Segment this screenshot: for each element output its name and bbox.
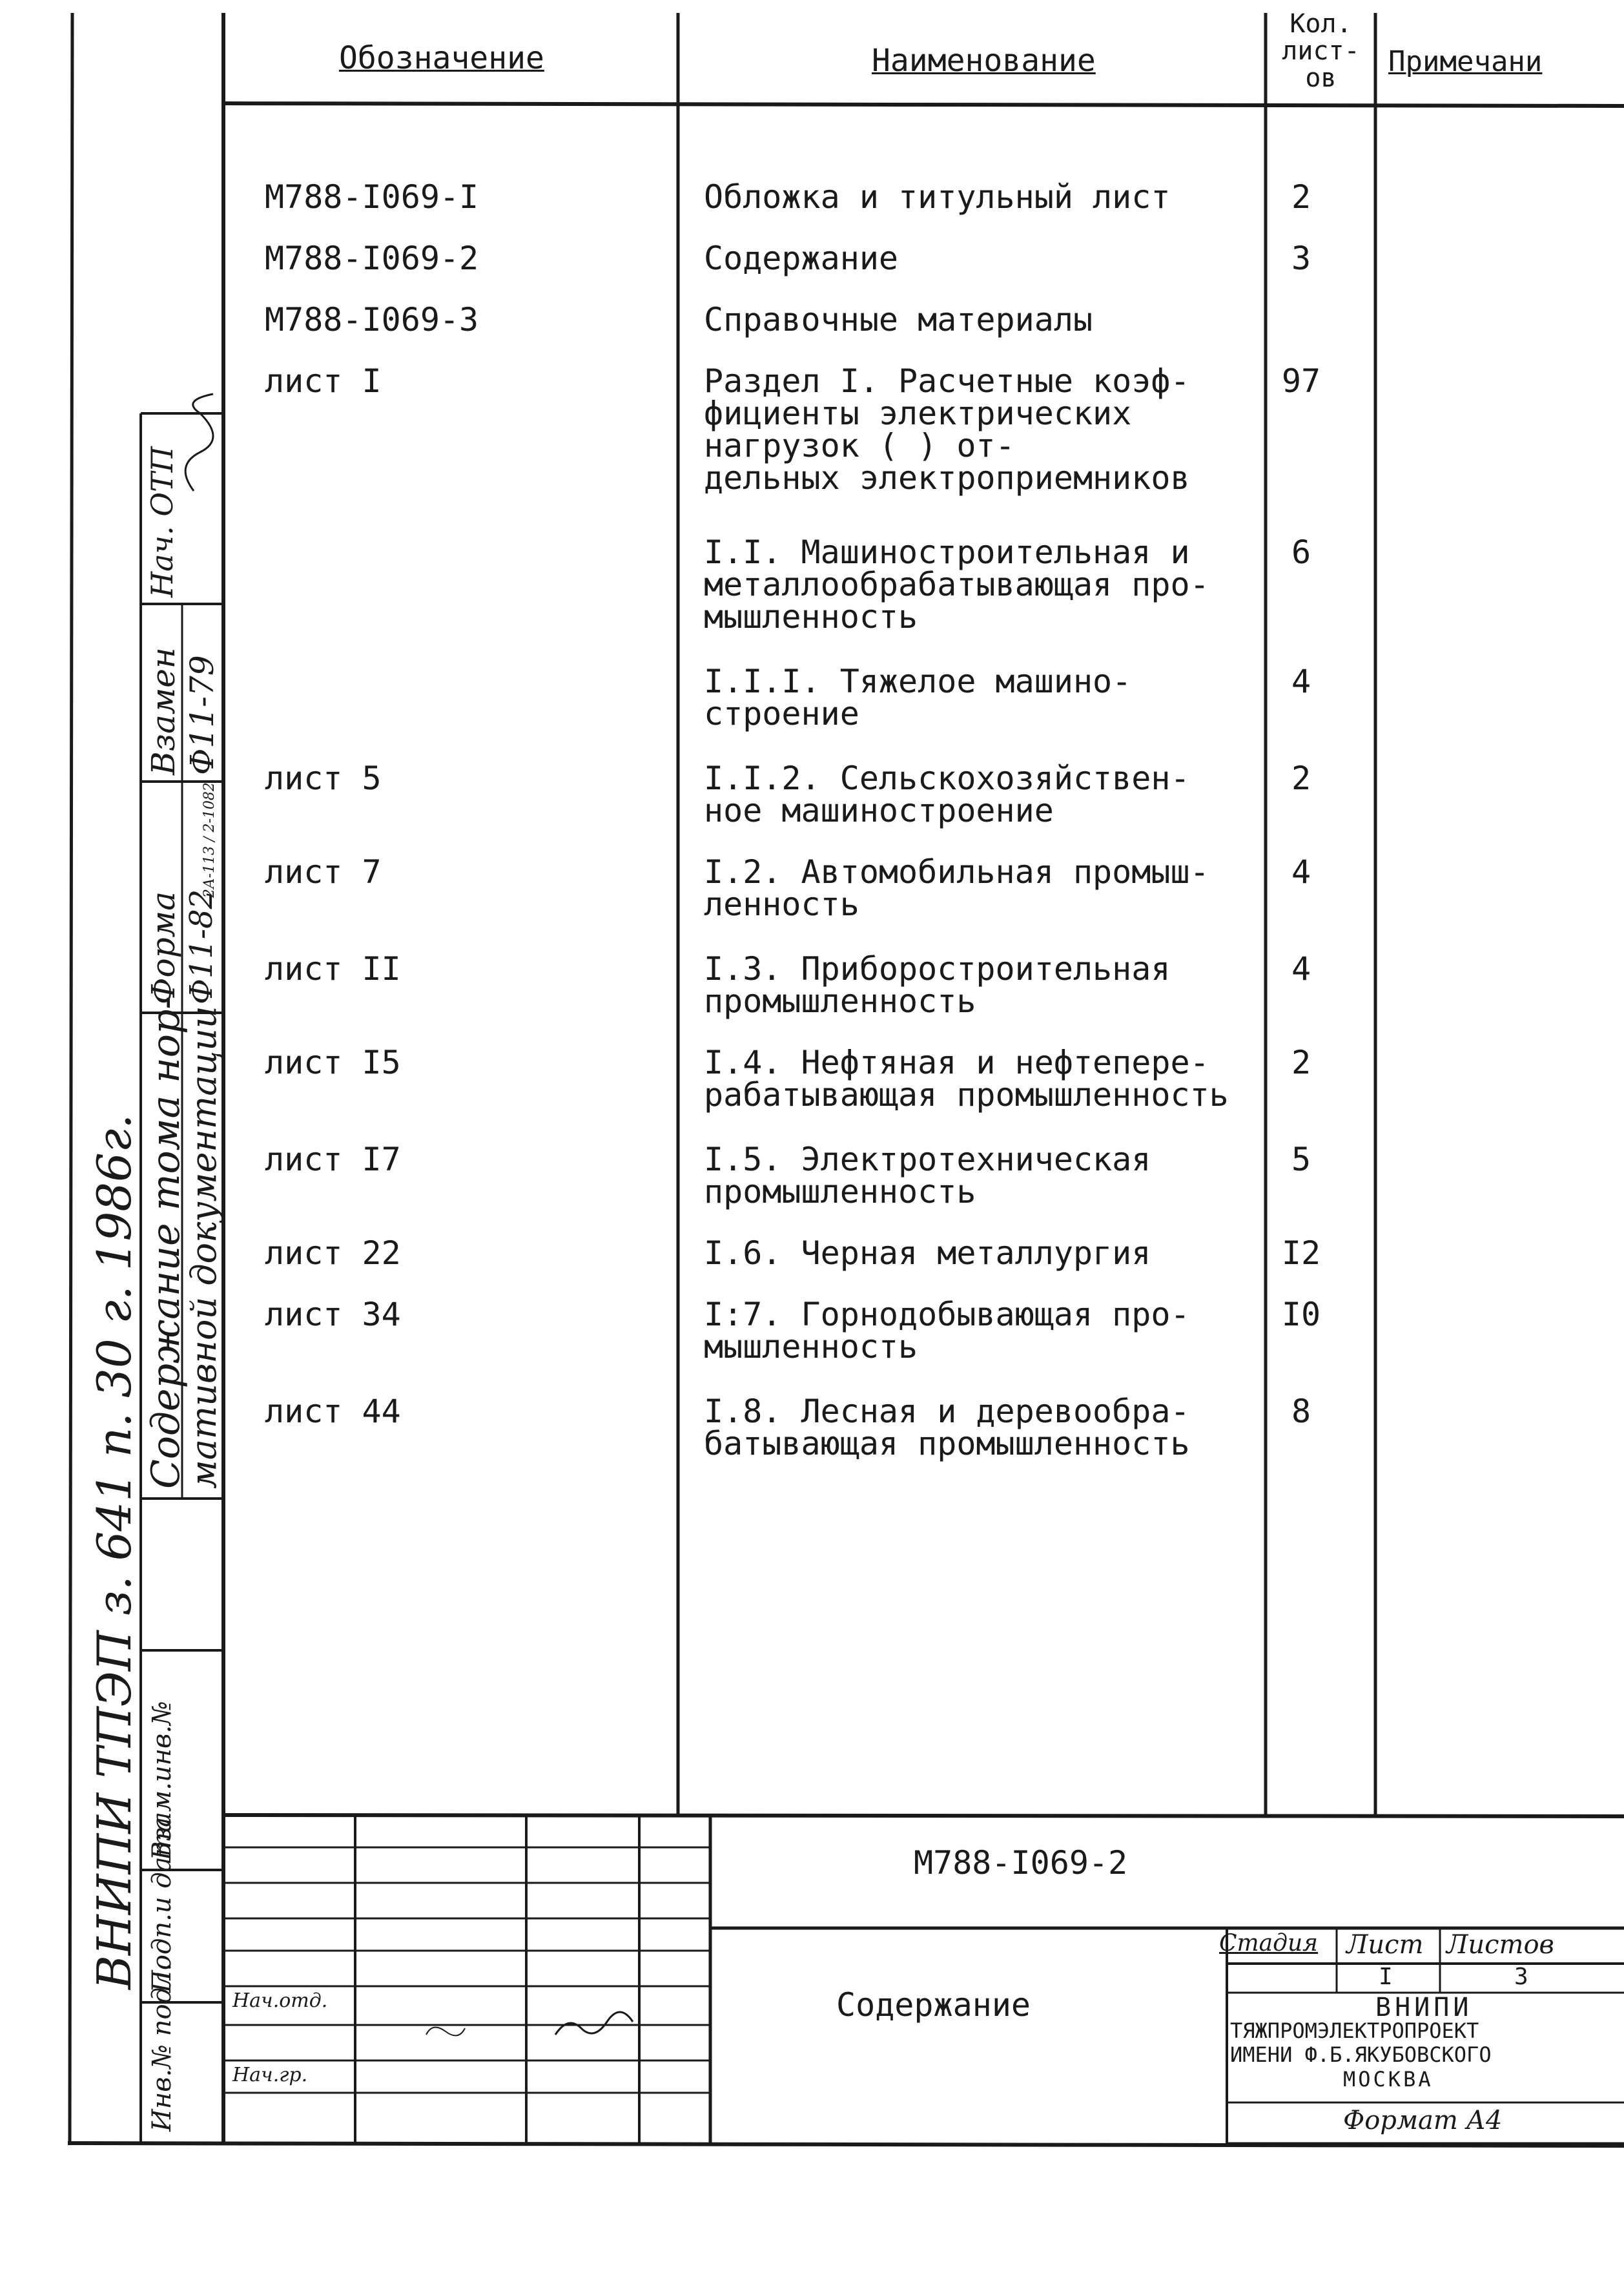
stage-label: Стадия (1219, 1930, 1318, 1956)
row-sheets: 2 (1291, 178, 1311, 216)
row-sheets: 6 (1291, 534, 1311, 571)
label-vzamen-value: Ф11-79 (183, 655, 221, 775)
row-sheets: I2 (1281, 1234, 1321, 1272)
label-inv-podl: Инв.№ подл. (147, 1962, 177, 2132)
row-name: I.I.2. Сельскохозяйствен- ное машиностроение (704, 760, 1190, 829)
row-sheets: 2 (1291, 1044, 1311, 1081)
row-name: I.3. Приборостроительная промышленность (704, 950, 1171, 1020)
label-vzam-inv: Взам.инв.№ (147, 1701, 177, 1860)
row-designation: лист II (265, 950, 401, 988)
label-forma: Форма (145, 891, 182, 1004)
row-sheets: 97 (1281, 362, 1321, 400)
row-name: I.2. Автомобильная промыш- ленность (704, 853, 1209, 923)
org-line-1: ВНИПИ (1375, 1993, 1473, 2022)
row-designation: лист 34 (265, 1296, 401, 1333)
row-designation: лист I7 (265, 1141, 401, 1178)
row-name: Содержание (704, 240, 899, 277)
sheet-label: Лист (1346, 1930, 1424, 1960)
row-sheets: I0 (1281, 1296, 1321, 1333)
label-forma-value: Ф11-82 (183, 889, 220, 1004)
doc-title: Содержание (836, 1986, 1031, 2024)
row-designation: лист I (265, 362, 382, 400)
label-content-1: Содержание тома нор- (143, 996, 189, 1489)
label-nach-otp: Нач. ОТП (145, 446, 180, 597)
row-name: I.8. Лесная и деревообра- батывающая промышленность (704, 1393, 1190, 1462)
doc-code: М788-I069-2 (914, 1844, 1128, 1882)
row-sheets: 2 (1291, 760, 1311, 797)
format-label: Формат А4 (1343, 2106, 1503, 2135)
row-name: I.4. Нефтяная и нефтепере- рабатывающая промышленность (704, 1044, 1229, 1114)
org-line-4: МОСКВА (1343, 2067, 1434, 2091)
row-name: I.5. Электротехническая промышленность (704, 1141, 1151, 1210)
row-designation: лист I5 (265, 1044, 401, 1081)
row-name: I.6. Черная металлургия (704, 1234, 1151, 1272)
sheets-value: 3 (1514, 1964, 1528, 1990)
row-name: I.I.I. Тяжелое машино- строение (704, 663, 1132, 732)
row-designation: М788-I069-3 (265, 301, 479, 338)
header-notes: Примечани (1388, 45, 1543, 78)
row-designation: М788-I069-I (265, 178, 479, 216)
label-podp-data: Подп.и дата (147, 1816, 177, 1993)
label-vzamen: Взамен (145, 647, 182, 775)
header-sheets: Кол. лист- ов (1282, 9, 1360, 93)
row-designation: лист 5 (265, 760, 382, 797)
archive-stamp: ВНИПИ ТПЭП з. 641 п. 30 г. 1986г. (87, 1114, 141, 1989)
sig-label-1: Нач.отд. (232, 1989, 328, 2012)
row-name: Обложка и титульный лист (704, 178, 1171, 216)
sheets-label: Листов (1446, 1930, 1554, 1960)
sig-label-2: Нач.гр. (232, 2064, 308, 2086)
org-line-3: ИМЕНИ Ф.Б.ЯКУБОВСКОГО (1230, 2042, 1492, 2067)
sheet-value: I (1379, 1964, 1393, 1990)
label-content-2: мативной документации (183, 1006, 224, 1489)
row-name: I.I. Машиностроительная и металлообрабатывающая про- мышленность (704, 534, 1209, 636)
org-line-2: ТЯЖПРОМЭЛЕКТРОПРОЕКТ (1230, 2019, 1479, 2043)
row-designation: лист 44 (265, 1393, 401, 1430)
row-name: Раздел I. Расчетные коэф- фициенты электрических нагрузок ( ) от- дельных электроприемников (704, 362, 1190, 497)
row-name: Справочные материалы (704, 301, 1093, 338)
row-sheets: 5 (1291, 1141, 1311, 1178)
row-name: I:7. Горнодобывающая про- мышленность (704, 1296, 1190, 1365)
row-sheets: 4 (1291, 853, 1311, 891)
row-sheets: 4 (1291, 950, 1311, 988)
header-name: Наименование (872, 43, 1096, 79)
row-designation: лист 7 (265, 853, 382, 891)
row-sheets: 3 (1291, 240, 1311, 277)
row-sheets: 4 (1291, 663, 1311, 700)
label-forma-value-small: 2А-113 / 2-1082 (201, 782, 218, 898)
row-sheets: 8 (1291, 1393, 1311, 1430)
header-designation: Обозначение (339, 40, 544, 76)
row-designation: М788-I069-2 (265, 240, 479, 277)
row-designation: лист 22 (265, 1234, 401, 1272)
